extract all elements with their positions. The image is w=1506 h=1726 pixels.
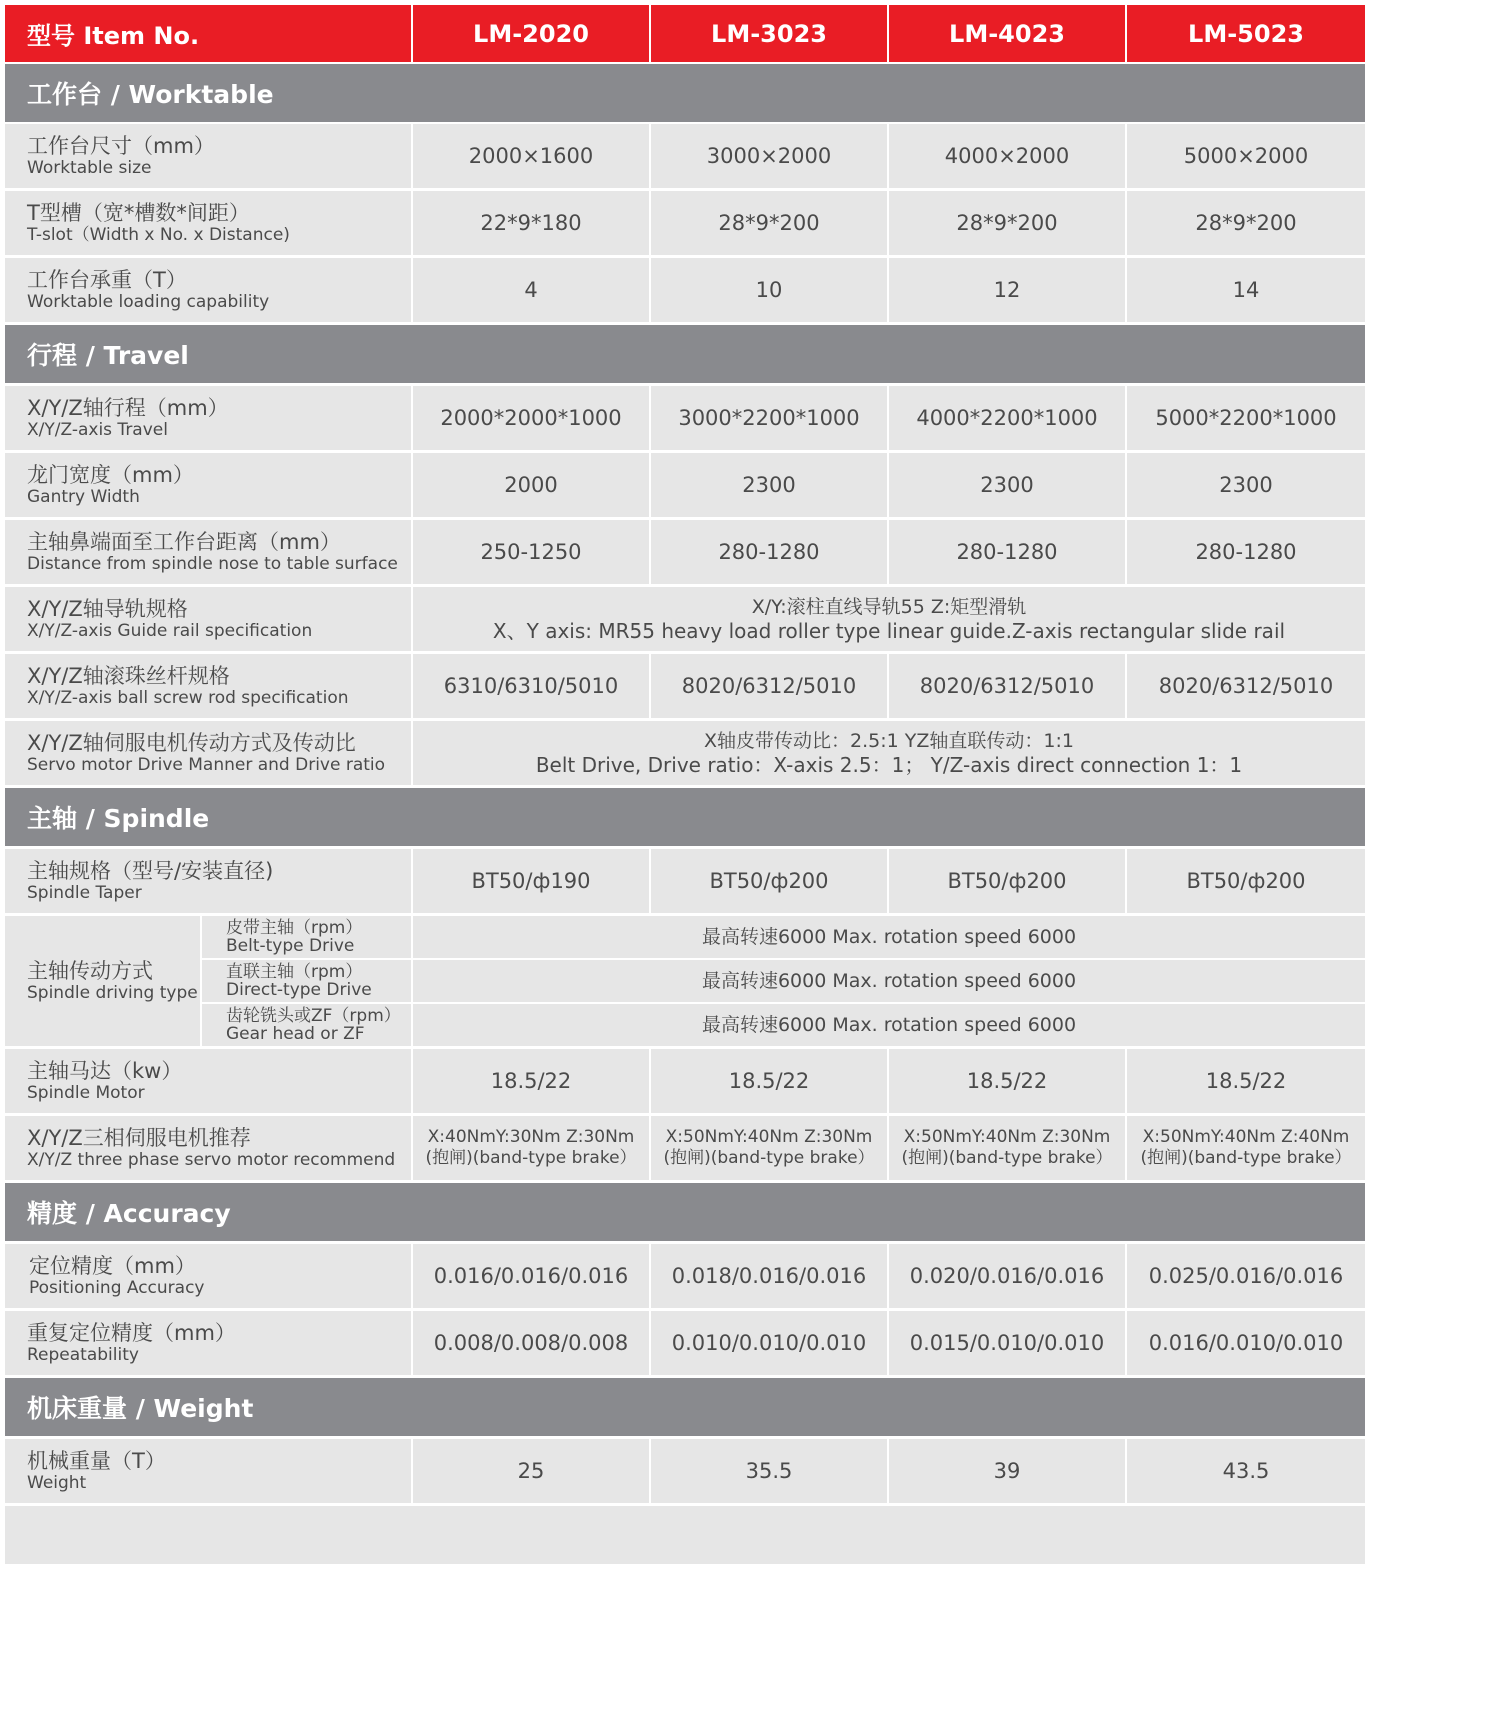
label-en: T-slot（Width x No. x Distance) [27, 225, 290, 245]
value-cell: 25 [413, 1439, 649, 1503]
value-cell: 250-1250 [413, 520, 649, 584]
label-en: Positioning Accuracy [29, 1278, 205, 1298]
label-en: Worktable loading capability [27, 292, 270, 312]
value-line-2: (抱闸)(band-type brake） [901, 1148, 1113, 1168]
value-cell: BT50/ф200 [889, 849, 1125, 913]
header-item-label [5, 5, 411, 62]
section-weight: 机床重量 / Weight [5, 1378, 1365, 1436]
row-label-guide-rail [5, 587, 411, 651]
row-label-machine-weight [5, 1439, 411, 1503]
label-zh: T型槽（宽*槽数*间距） [27, 201, 250, 225]
row-label-worktable-size [5, 124, 411, 188]
label-zh: X/Y/Z轴伺服电机传动方式及传动比 [27, 731, 356, 755]
value-cell: 4000*2200*1000 [889, 386, 1125, 450]
label-en: Worktable size [27, 158, 152, 178]
label-zh: 龙门宽度（mm） [27, 463, 194, 487]
sub-label-en: Direct-type Drive [226, 980, 372, 1000]
row-label-spindle-motor [5, 1049, 411, 1113]
value-cell: 3000*2200*1000 [651, 386, 887, 450]
value-cell-span [413, 587, 1365, 651]
value-cell: 6310/6310/5010 [413, 654, 649, 718]
row-label-xyz-travel [5, 386, 411, 450]
row-label-ball-screw [5, 654, 411, 718]
value-cell: 280-1280 [889, 520, 1125, 584]
span-line-1: X/Y:滚柱直线导轨55 Z:矩型滑轨 [751, 596, 1027, 618]
value-cell: 39 [889, 1439, 1125, 1503]
label-zh: 主轴传动方式 [27, 959, 153, 983]
value-cell: 8020/6312/5010 [651, 654, 887, 718]
value-cell: 28*9*200 [651, 191, 887, 255]
value-cell: 0.020/0.016/0.016 [889, 1244, 1125, 1308]
value-cell-span [413, 721, 1365, 785]
value-cell: 0.015/0.010/0.010 [889, 1311, 1125, 1375]
value-cell: 2300 [1127, 453, 1365, 517]
value-cell: 2000*2000*1000 [413, 386, 649, 450]
label-en: Repeatability [27, 1345, 139, 1365]
value-cell: 0.010/0.010/0.010 [651, 1311, 887, 1375]
value-line-1: X:40NmY:30Nm Z:30Nm [427, 1127, 635, 1147]
footer-band [5, 1506, 1365, 1564]
row-label-spindle-driving [5, 916, 200, 1046]
label-en: Servo motor Drive Manner and Drive ratio [27, 755, 386, 775]
value-cell: BT50/ф200 [651, 849, 887, 913]
value-cell: 4000×2000 [889, 124, 1125, 188]
value-cell: 22*9*180 [413, 191, 649, 255]
header-model-2: LM-3023 [651, 5, 887, 62]
value-line-2: (抱闸)(band-type brake） [663, 1148, 875, 1168]
value-cell: 28*9*200 [1127, 191, 1365, 255]
value-cell: 18.5/22 [889, 1049, 1125, 1113]
label-zh: X/Y/Z轴行程（mm） [27, 396, 229, 420]
label-en: Spindle Taper [27, 883, 142, 903]
label-zh: 主轴鼻端面至工作台距离（mm） [27, 530, 341, 554]
sub-label-zh: 齿轮铣头或ZF（rpm） [226, 1006, 401, 1026]
row-label-repeatability [5, 1311, 411, 1375]
value-cell: 280-1280 [651, 520, 887, 584]
value-cell: 2300 [651, 453, 887, 517]
label-zh: 主轴规格（型号/安装直径) [27, 859, 274, 883]
value-cell: 14 [1127, 258, 1365, 322]
label-zh: 工作台尺寸（mm） [27, 134, 215, 158]
value-cell: BT50/ф190 [413, 849, 649, 913]
label-en: Spindle Motor [27, 1083, 145, 1103]
value-line-1: X:50NmY:40Nm Z:30Nm [903, 1127, 1111, 1147]
value-cell: BT50/ф200 [1127, 849, 1365, 913]
value-cell: 12 [889, 258, 1125, 322]
value-cell-span: 最高转速6000 Max. rotation speed 6000 [413, 960, 1365, 1002]
value-cell: 0.018/0.016/0.016 [651, 1244, 887, 1308]
header-item-text: 型号 Item No. [27, 22, 200, 50]
value-cell: 43.5 [1127, 1439, 1365, 1503]
value-cell: 2000×1600 [413, 124, 649, 188]
value-cell [413, 1116, 649, 1180]
section-travel: 行程 / Travel [5, 325, 1365, 383]
value-cell: 18.5/22 [1127, 1049, 1365, 1113]
section-accuracy: 精度 / Accuracy [5, 1183, 1365, 1241]
value-cell: 35.5 [651, 1439, 887, 1503]
value-cell: 18.5/22 [651, 1049, 887, 1113]
value-cell: 5000*2200*1000 [1127, 386, 1365, 450]
label-zh: X/Y/Z三相伺服电机推荐 [27, 1126, 251, 1150]
label-en: X/Y/Z-axis Guide rail specification [27, 621, 313, 641]
value-cell: 2300 [889, 453, 1125, 517]
label-en: Weight [27, 1473, 87, 1493]
label-zh: 机械重量（T） [27, 1449, 166, 1473]
value-cell: 10 [651, 258, 887, 322]
row-label-gantry [5, 453, 411, 517]
value-line-1: X:50NmY:40Nm Z:40Nm [1142, 1127, 1350, 1147]
value-cell-span: 最高转速6000 Max. rotation speed 6000 [413, 916, 1365, 958]
sub-label-gear [202, 1004, 411, 1046]
value-cell [1127, 1116, 1365, 1180]
row-label-tslot [5, 191, 411, 255]
value-cell: 8020/6312/5010 [1127, 654, 1365, 718]
sub-label-en: Gear head or ZF [226, 1024, 365, 1044]
row-label-positioning [5, 1244, 411, 1308]
span-line-1: X轴皮带传动比：2.5:1 YZ轴直联传动：1:1 [704, 730, 1074, 752]
label-en: Gantry Width [27, 487, 140, 507]
header-model-3: LM-4023 [889, 5, 1125, 62]
value-cell: 2000 [413, 453, 649, 517]
row-label-spindle-taper [5, 849, 411, 913]
value-cell: 28*9*200 [889, 191, 1125, 255]
sub-label-en: Belt-type Drive [226, 936, 355, 956]
label-en: Distance from spindle nose to table surface [27, 554, 398, 574]
label-zh: X/Y/Z轴滚珠丝杆规格 [27, 664, 230, 688]
header-model-1: LM-2020 [413, 5, 649, 62]
label-zh: 定位精度（mm） [29, 1254, 196, 1278]
sub-label-direct [202, 960, 411, 1002]
label-zh: 重复定位精度（mm） [27, 1321, 236, 1345]
header-model-4: LM-5023 [1127, 5, 1365, 62]
label-zh: 工作台承重（T） [27, 268, 187, 292]
value-cell: 280-1280 [1127, 520, 1365, 584]
value-cell [889, 1116, 1125, 1180]
value-cell: 18.5/22 [413, 1049, 649, 1113]
value-cell: 0.025/0.016/0.016 [1127, 1244, 1365, 1308]
value-cell: 5000×2000 [1127, 124, 1365, 188]
spec-table [5, 5, 1501, 1722]
label-zh: X/Y/Z轴导轨规格 [27, 597, 188, 621]
value-line-2: (抱闸)(band-type brake） [1140, 1148, 1352, 1168]
sub-label-belt [202, 916, 411, 958]
value-cell: 0.016/0.016/0.016 [413, 1244, 649, 1308]
sub-label-zh: 直联主轴（rpm） [226, 962, 363, 982]
label-zh: 主轴马达（kw） [27, 1059, 183, 1083]
value-cell-span: 最高转速6000 Max. rotation speed 6000 [413, 1004, 1365, 1046]
label-en: X/Y/Z-axis ball screw rod specification [27, 688, 349, 708]
row-label-loading [5, 258, 411, 322]
label-en: Spindle driving type [27, 983, 198, 1003]
value-cell: 0.016/0.010/0.010 [1127, 1311, 1365, 1375]
value-cell: 8020/6312/5010 [889, 654, 1125, 718]
value-line-1: X:50NmY:40Nm Z:30Nm [665, 1127, 873, 1147]
value-cell: 0.008/0.008/0.008 [413, 1311, 649, 1375]
label-en: X/Y/Z-axis Travel [27, 420, 168, 440]
row-label-servo-recommend [5, 1116, 411, 1180]
row-label-spindle-distance [5, 520, 411, 584]
value-cell: 3000×2000 [651, 124, 887, 188]
label-en: X/Y/Z three phase servo motor recommend [27, 1150, 396, 1170]
value-line-2: (抱闸)(band-type brake） [425, 1148, 637, 1168]
section-worktable: 工作台 / Worktable [5, 64, 1365, 122]
value-cell [651, 1116, 887, 1180]
sub-label-zh: 皮带主轴（rpm） [226, 918, 363, 938]
value-cell: 4 [413, 258, 649, 322]
row-label-servo-drive [5, 721, 411, 785]
section-spindle: 主轴 / Spindle [5, 788, 1365, 846]
span-line-2: Belt Drive, Drive ratio：X-axis 2.5：1； Y/Z-axis direct connection 1：1 [535, 753, 1243, 777]
span-line-2: X、Y axis: MR55 heavy load roller type linear guide.Z-axis rectangular slide rail [492, 619, 1286, 643]
